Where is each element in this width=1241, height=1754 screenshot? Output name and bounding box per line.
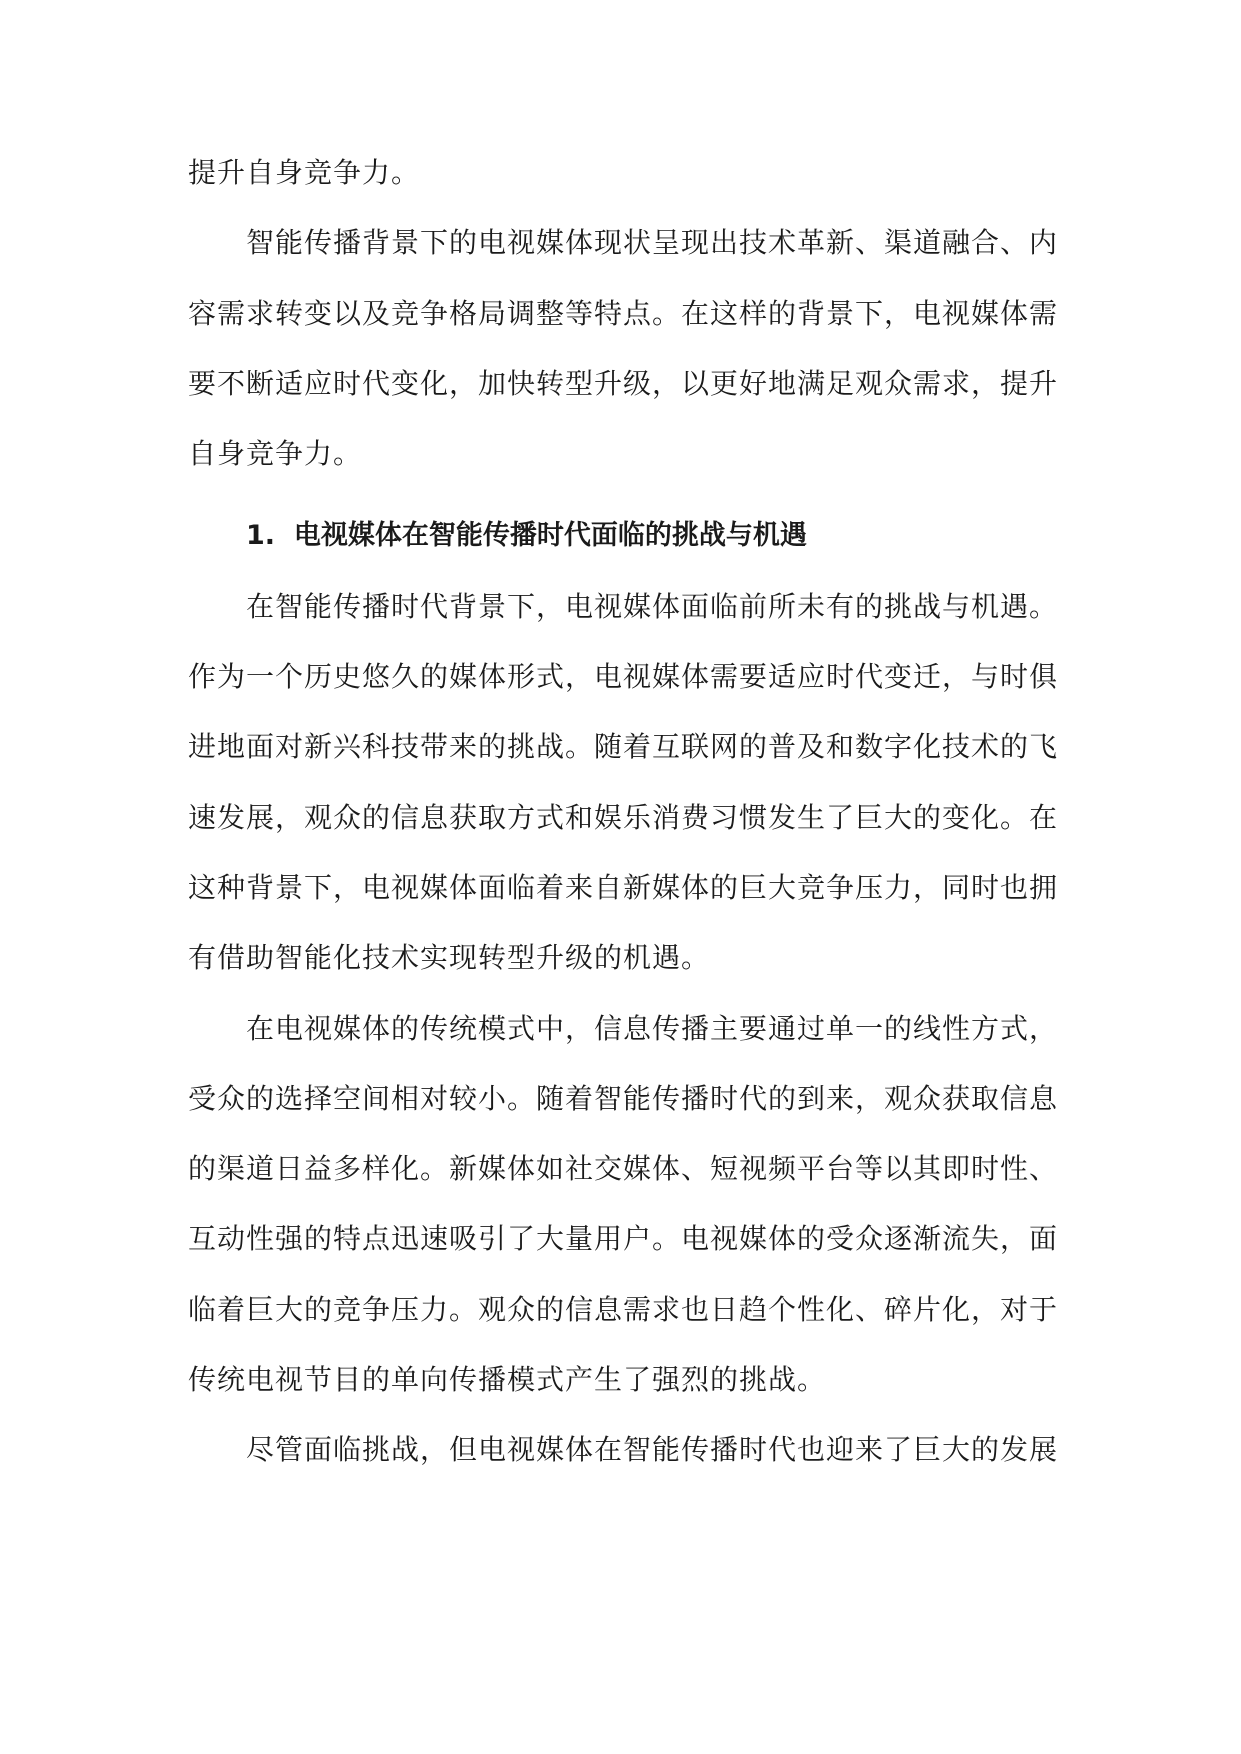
paragraph-traditional-model: 在电视媒体的传统模式中，信息传播主要通过单一的线性方式，受众的选择空间相对较小。随着智能传播时代的到来，观众获取信息的渠道日益多样化。新媒体如社交媒体、短视频平台等以其即时性、互动性强的特点迅速吸引了大量用户。电视媒体的受众逐渐流失，面临着巨大的竞争压力。观众的信息需求也日趋个性化、碎片化，对于传统电视节目的单向传播模式产生了强烈的挑战。 <box>188 1011 1059 1397</box>
section-heading-number: 1. <box>246 520 276 552</box>
document-body <box>188 138 1058 1486</box>
section-gap <box>188 489 1058 501</box>
paragraph-opportunities: 尽管面临挑战，但电视媒体在智能传播时代也迎来了巨大的发展 <box>246 1433 1059 1467</box>
paragraph-challenges-intro: 在智能传播时代背景下，电视媒体面临前所未有的挑战与机遇。作为一个历史悠久的媒体形式，电视媒体需要适应时代变迁，与时俱进地面对新兴科技带来的挑战。随着互联网的普及和数字化技术的飞速发展，观众的信息获取方式和娱乐消费习惯发生了巨大的变化。在这种背景下，电视媒体面临着来自新媒体的巨大竞争压力，同时也拥有借助智能化技术实现转型升级的机遇。 <box>188 589 1059 975</box>
paragraph-continuation: 提升自身竞争力。 <box>188 156 421 189</box>
section-heading <box>188 501 1058 571</box>
section-heading-title: 电视媒体在智能传播时代面临的挑战与机遇 <box>293 520 807 552</box>
paragraph-status-summary: 智能传播背景下的电视媒体现状呈现出技术革新、渠道融合、内容需求转变以及竞争格局调整等特点。在这样的背景下，电视媒体需要不断适应时代变化，加快转型升级，以更好地满足观众需求，提升自身竞争力。 <box>188 226 1059 471</box>
